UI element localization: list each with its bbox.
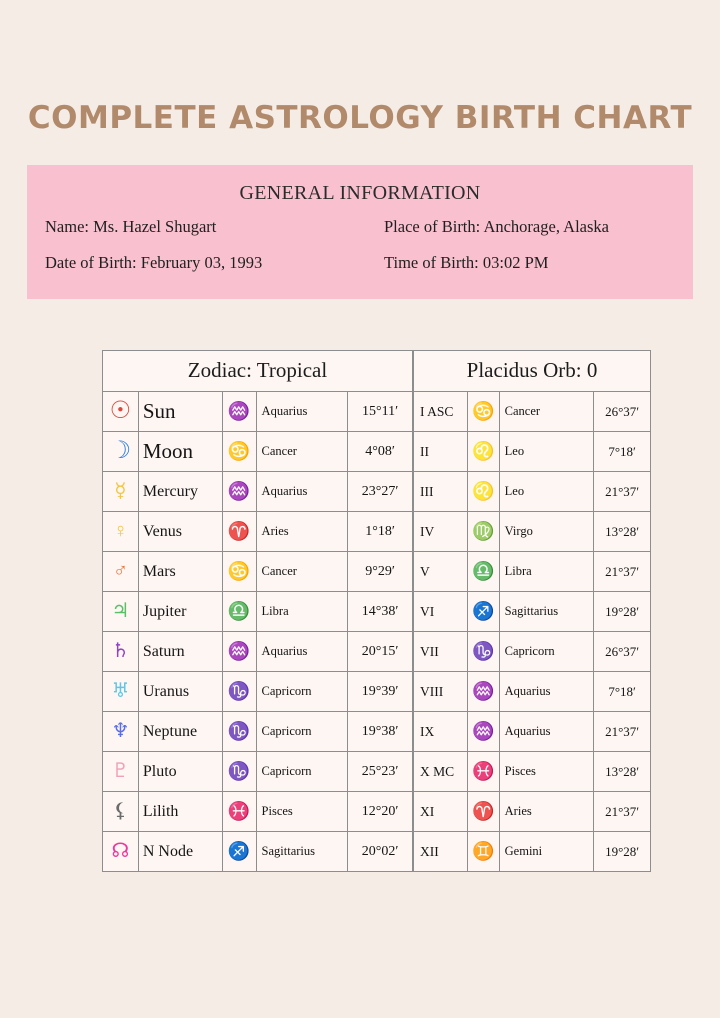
zodiac-sign-name: Leo <box>499 472 594 512</box>
planet-name: Pluto <box>138 752 222 792</box>
planet-glyph-icon: ♀ <box>103 512 139 552</box>
house-number: IX <box>414 712 468 752</box>
zodiac-sign-icon: ♌ <box>467 472 499 512</box>
planet-degree: 12°20′ <box>348 792 413 832</box>
house-number: II <box>414 432 468 472</box>
planet-glyph-icon: ♆ <box>103 712 139 752</box>
table-row <box>103 752 413 792</box>
zodiac-sign-icon: ♎ <box>222 592 256 632</box>
zodiac-sign-icon: ♋ <box>467 392 499 432</box>
planet-degree: 4°08′ <box>348 432 413 472</box>
houses-table <box>413 350 651 872</box>
house-number: VII <box>414 632 468 672</box>
zodiac-sign-icon: ♓ <box>467 752 499 792</box>
zodiac-sign-icon: ♒ <box>222 472 256 512</box>
planet-degree: 23°27′ <box>348 472 413 512</box>
house-degree: 21°37′ <box>594 552 651 592</box>
table-row <box>414 592 651 632</box>
house-number: I ASC <box>414 392 468 432</box>
house-degree: 21°37′ <box>594 712 651 752</box>
zodiac-sign-name: Pisces <box>256 792 348 832</box>
house-degree: 19°28′ <box>594 832 651 872</box>
table-row <box>103 672 413 712</box>
info-time-of-birth: Time of Birth: 03:02 PM <box>384 253 549 272</box>
planet-glyph-icon: ♂ <box>103 552 139 592</box>
house-number: XII <box>414 832 468 872</box>
table-row <box>103 472 413 512</box>
planet-glyph-icon: ☊ <box>103 832 139 872</box>
zodiac-sign-name: Capricorn <box>256 752 348 792</box>
planet-degree: 19°39′ <box>348 672 413 712</box>
planet-name: N Node <box>138 832 222 872</box>
table-row <box>103 592 413 632</box>
planet-name: Jupiter <box>138 592 222 632</box>
zodiac-sign-icon: ♑ <box>467 632 499 672</box>
house-degree: 26°37′ <box>594 632 651 672</box>
table-row <box>103 632 413 672</box>
table-row <box>414 832 651 872</box>
planet-degree: 20°15′ <box>348 632 413 672</box>
zodiac-sign-icon: ♈ <box>467 792 499 832</box>
table-row <box>103 792 413 832</box>
house-number: III <box>414 472 468 512</box>
zodiac-sign-icon: ♐ <box>467 592 499 632</box>
planet-degree: 25°23′ <box>348 752 413 792</box>
zodiac-sign-name: Aries <box>499 792 594 832</box>
info-place-of-birth: Place of Birth: Anchorage, Alaska <box>384 217 609 236</box>
page-title: COMPLETE ASTROLOGY BIRTH CHART <box>27 100 693 136</box>
planet-name: Mars <box>138 552 222 592</box>
house-number: XI <box>414 792 468 832</box>
zodiac-sign-icon: ♌ <box>467 432 499 472</box>
planets-table-header: Zodiac: Tropical <box>103 351 413 392</box>
planet-glyph-icon: ☿ <box>103 472 139 512</box>
house-number: X MC <box>414 752 468 792</box>
zodiac-sign-icon: ♒ <box>222 392 256 432</box>
table-row <box>414 432 651 472</box>
table-row <box>103 392 413 432</box>
planet-glyph-icon: ♇ <box>103 752 139 792</box>
table-row <box>103 712 413 752</box>
zodiac-sign-name: Sagittarius <box>499 592 594 632</box>
zodiac-sign-icon: ♑ <box>222 712 256 752</box>
table-row <box>414 472 651 512</box>
zodiac-sign-name: Libra <box>256 592 348 632</box>
planet-glyph-icon: ☉ <box>103 392 139 432</box>
table-row <box>103 512 413 552</box>
zodiac-sign-icon: ♍ <box>467 512 499 552</box>
planet-name: Lilith <box>138 792 222 832</box>
table-row <box>103 552 413 592</box>
planet-degree: 14°38′ <box>348 592 413 632</box>
zodiac-sign-icon: ♑ <box>222 752 256 792</box>
table-row <box>414 792 651 832</box>
zodiac-sign-name: Aquarius <box>499 712 594 752</box>
table-row <box>414 752 651 792</box>
zodiac-sign-name: Capricorn <box>256 672 348 712</box>
zodiac-sign-icon: ♋ <box>222 552 256 592</box>
house-degree: 19°28′ <box>594 592 651 632</box>
planet-name: Uranus <box>138 672 222 712</box>
house-degree: 26°37′ <box>594 392 651 432</box>
zodiac-sign-name: Virgo <box>499 512 594 552</box>
zodiac-sign-name: Capricorn <box>256 712 348 752</box>
zodiac-sign-icon: ♎ <box>467 552 499 592</box>
general-information-panel <box>27 165 693 299</box>
zodiac-sign-icon: ♊ <box>467 832 499 872</box>
house-degree: 7°18′ <box>594 672 651 712</box>
planet-degree: 19°38′ <box>348 712 413 752</box>
planet-name: Moon <box>138 432 222 472</box>
house-number: V <box>414 552 468 592</box>
zodiac-sign-name: Cancer <box>499 392 594 432</box>
house-number: VI <box>414 592 468 632</box>
house-degree: 21°37′ <box>594 792 651 832</box>
planet-name: Neptune <box>138 712 222 752</box>
planet-glyph-icon: ♃ <box>103 592 139 632</box>
table-row <box>103 832 413 872</box>
planet-name: Saturn <box>138 632 222 672</box>
zodiac-sign-name: Capricorn <box>499 632 594 672</box>
houses-table-header: Placidus Orb: 0 <box>414 351 651 392</box>
zodiac-sign-name: Aquarius <box>256 472 348 512</box>
zodiac-sign-name: Pisces <box>499 752 594 792</box>
zodiac-sign-icon: ♑ <box>222 672 256 712</box>
chart-tables <box>102 350 651 872</box>
planet-glyph-icon: ♅ <box>103 672 139 712</box>
zodiac-sign-name: Cancer <box>256 552 348 592</box>
planet-degree: 1°18′ <box>348 512 413 552</box>
zodiac-sign-name: Aquarius <box>499 672 594 712</box>
general-information-grid <box>27 217 693 273</box>
info-name: Name: Ms. Hazel Shugart <box>45 217 217 236</box>
zodiac-sign-icon: ♋ <box>222 432 256 472</box>
general-information-heading: GENERAL INFORMATION <box>239 182 481 204</box>
house-degree: 13°28′ <box>594 512 651 552</box>
table-row <box>414 392 651 432</box>
zodiac-sign-icon: ♒ <box>222 632 256 672</box>
zodiac-sign-name: Gemini <box>499 832 594 872</box>
planet-name: Sun <box>138 392 222 432</box>
house-number: IV <box>414 512 468 552</box>
planets-table <box>102 350 413 872</box>
house-degree: 21°37′ <box>594 472 651 512</box>
planet-degree: 20°02′ <box>348 832 413 872</box>
table-row <box>414 552 651 592</box>
zodiac-sign-name: Cancer <box>256 432 348 472</box>
planet-glyph-icon: ☽ <box>103 432 139 472</box>
zodiac-sign-name: Aries <box>256 512 348 552</box>
table-row <box>414 512 651 552</box>
planet-name: Venus <box>138 512 222 552</box>
planet-name: Mercury <box>138 472 222 512</box>
info-date-of-birth: Date of Birth: February 03, 1993 <box>45 253 263 272</box>
zodiac-sign-name: Sagittarius <box>256 832 348 872</box>
house-degree: 13°28′ <box>594 752 651 792</box>
zodiac-sign-icon: ♓ <box>222 792 256 832</box>
planet-glyph-icon: ⚸ <box>103 792 139 832</box>
table-row <box>414 712 651 752</box>
zodiac-sign-name: Leo <box>499 432 594 472</box>
table-row <box>414 672 651 712</box>
planet-degree: 15°11′ <box>348 392 413 432</box>
zodiac-sign-icon: ♒ <box>467 712 499 752</box>
zodiac-sign-name: Aquarius <box>256 392 348 432</box>
house-number: VIII <box>414 672 468 712</box>
zodiac-sign-icon: ♐ <box>222 832 256 872</box>
zodiac-sign-name: Aquarius <box>256 632 348 672</box>
house-degree: 7°18′ <box>594 432 651 472</box>
table-row <box>103 432 413 472</box>
zodiac-sign-name: Libra <box>499 552 594 592</box>
planet-glyph-icon: ♄ <box>103 632 139 672</box>
planet-degree: 9°29′ <box>348 552 413 592</box>
zodiac-sign-icon: ♒ <box>467 672 499 712</box>
zodiac-sign-icon: ♈ <box>222 512 256 552</box>
table-row <box>414 632 651 672</box>
